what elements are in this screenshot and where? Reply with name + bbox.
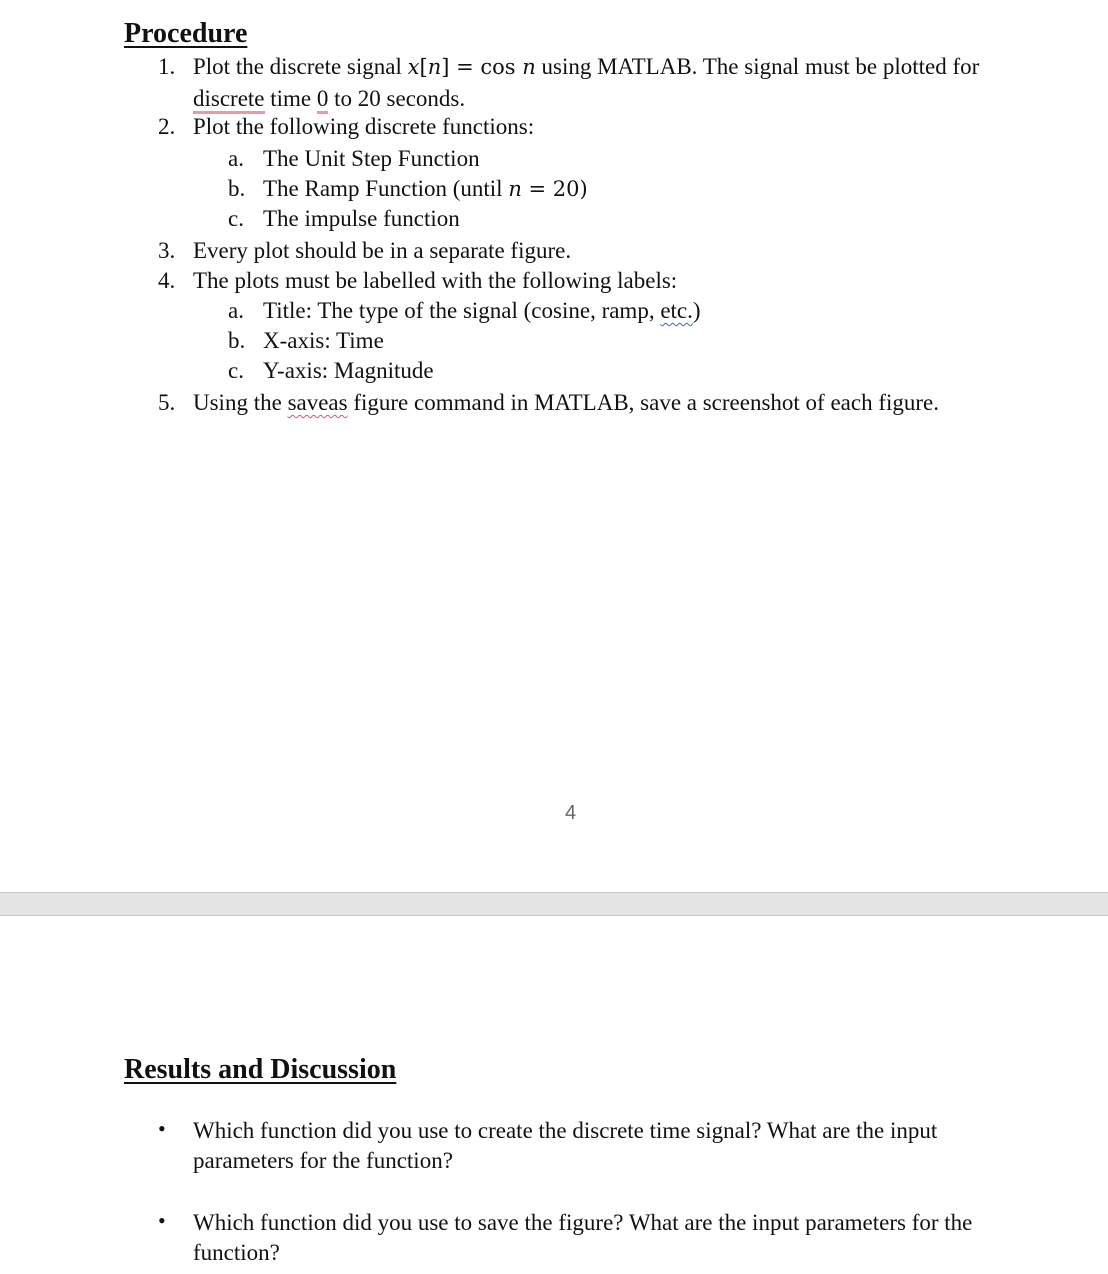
item-2c-text: The impulse function: [263, 206, 460, 231]
results-heading: Results and Discussion: [124, 1054, 397, 1085]
item-2b-text: The Ramp Function (until n = 20): [263, 176, 588, 201]
item-4b-text: X-axis: Time: [263, 328, 384, 353]
item-4-number: 4.: [158, 268, 176, 293]
item-4b-letter: b.: [228, 328, 246, 353]
question-1-line1: Which function did you use to create the discrete time signal? What are the input: [193, 1118, 938, 1143]
item-2a-text: The Unit Step Function: [263, 146, 480, 171]
question-2-line2: function?: [193, 1240, 280, 1265]
grammar-check-etc[interactable]: etc.: [660, 298, 693, 323]
item-1-text: Plot the discrete signal x[n] = cos n using MATLAB. The signal must be plotted for: [193, 54, 980, 79]
item-1-text-line2: discrete time 0 to 20 seconds.: [193, 84, 465, 114]
spellcheck-discrete[interactable]: discrete: [193, 86, 265, 114]
page-number: 4: [565, 802, 577, 824]
item-4-text: The plots must be labelled with the following labels:: [193, 268, 678, 293]
item-1-number: 1.: [158, 54, 176, 79]
bullet-1: •: [158, 1116, 166, 1141]
item-4a-letter: a.: [228, 298, 244, 323]
item-5-text: Using the saveas figure command in MATLAB, save a screenshot of each figure.: [193, 390, 940, 415]
item-4a-text: Title: The type of the signal (cosine, ramp, etc.): [263, 298, 701, 323]
spellcheck-zero[interactable]: 0: [317, 86, 329, 114]
item-2b-letter: b.: [228, 176, 246, 201]
item-4c-text: Y-axis: Magnitude: [263, 358, 434, 383]
item-2a-letter: a.: [228, 146, 244, 171]
item-5-number: 5.: [158, 390, 176, 415]
procedure-heading: Procedure: [124, 18, 248, 49]
item-2-number: 2.: [158, 114, 176, 139]
page-break-separator: [0, 892, 1108, 916]
item-2-text: Plot the following discrete functions:: [193, 114, 535, 139]
item-3-text: Every plot should be in a separate figure.: [193, 238, 572, 263]
item-4c-letter: c.: [228, 358, 244, 383]
bullet-2: •: [158, 1208, 166, 1233]
spellcheck-saveas[interactable]: saveas: [287, 390, 348, 415]
question-2-line1: Which function did you use to save the figure? What are the input parameters for the: [193, 1210, 973, 1235]
question-1-line2: parameters for the function?: [193, 1148, 453, 1173]
item-3-number: 3.: [158, 238, 176, 263]
item-2c-letter: c.: [228, 206, 244, 231]
